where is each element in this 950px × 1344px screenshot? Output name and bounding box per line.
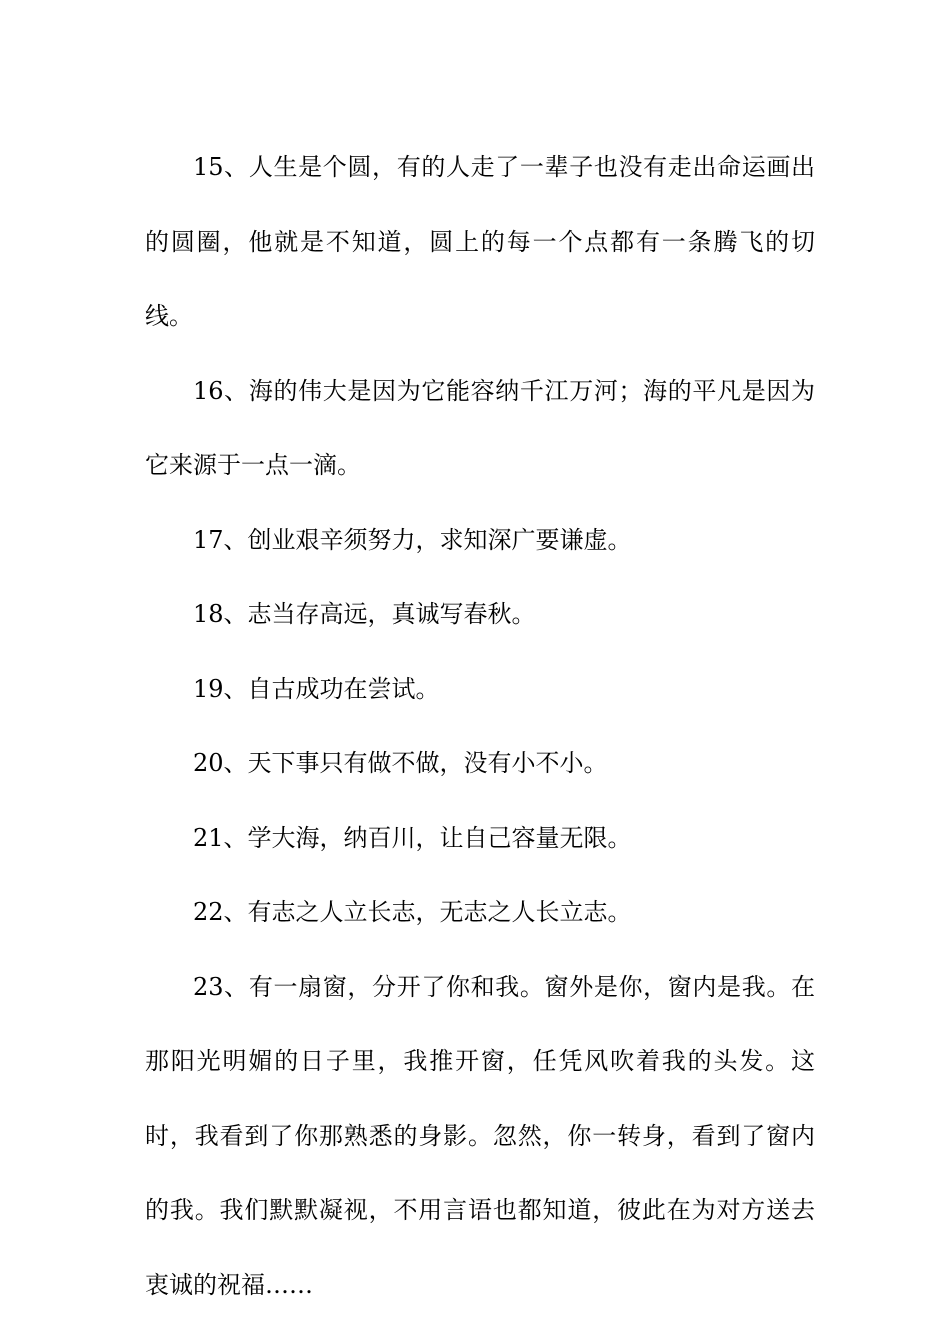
paragraph-21: 21、学大海，纳百川，让自己容量无限。 [193,823,632,852]
paragraph-20: 20、天下事只有做不做，没有小不小。 [193,749,608,777]
document-body [145,130,815,1322]
paragraph-15: 15、人生是个圆，有的人走了一辈子也没有走出命运画出的圆圈，他就是不知道，圆上的每一个点都有一条腾飞的切线。 [145,153,815,330]
paragraph-23: 23、有一扇窗，分开了你和我。窗外是你，窗内是我。在那阳光明媚的日子里，我推开窗，任凭风吹着我的头发。这时，我看到了你那熟悉的身影。忽然，你一转身，看到了窗内的我。我们默默凝视，不用言语也都知道，彼此在为对方送去衷诚的祝福…… [145,972,815,1299]
paragraph-18: 18、志当存高远，真诚写春秋。 [193,600,536,628]
paragraph-17: 17、创业艰辛须努力，求知深广要谦虚。 [193,525,632,554]
paragraph-22: 22、有志之人立长志，无志之人长立志。 [193,898,632,926]
paragraph-16: 16、海的伟大是因为它能容纳千江万河；海的平凡是因为它来源于一点一滴。 [145,376,815,479]
paragraph-19: 19、自古成功在尝试。 [193,674,440,703]
